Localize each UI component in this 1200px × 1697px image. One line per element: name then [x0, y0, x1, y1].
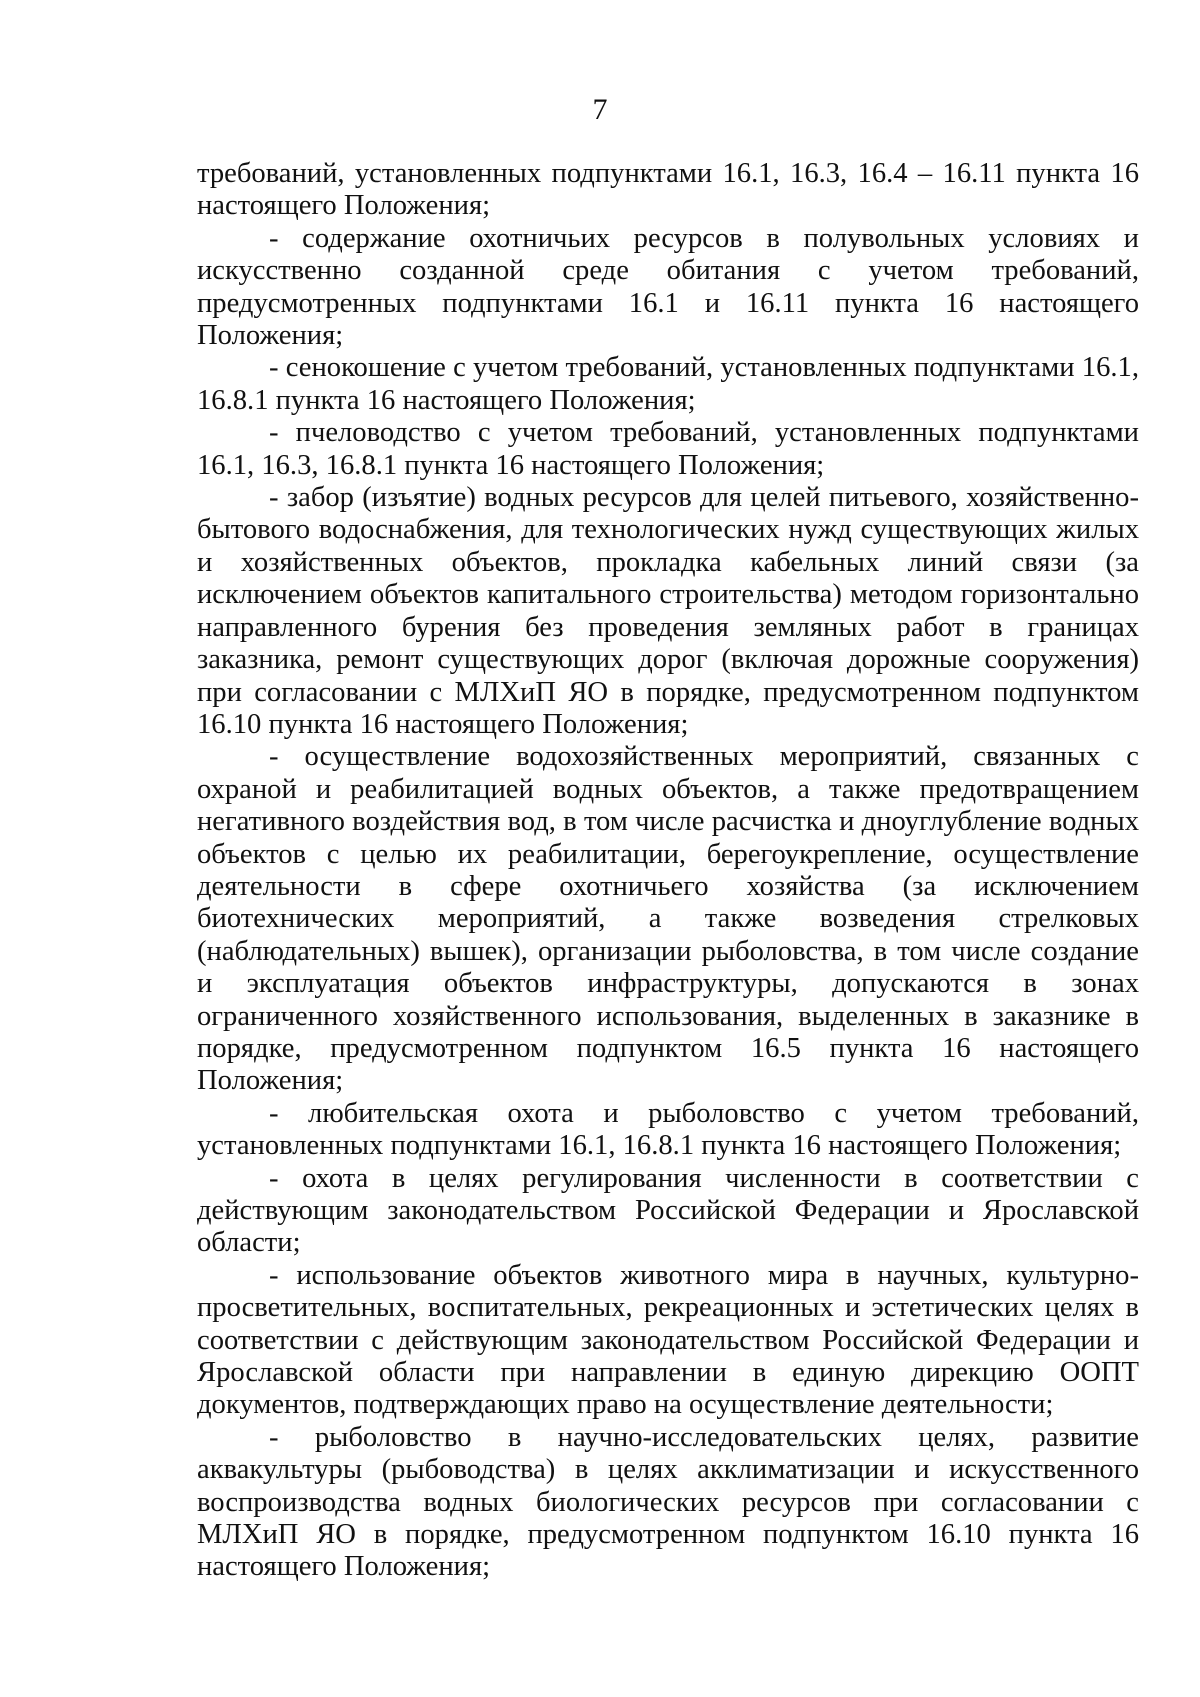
paragraph: - забор (изъятие) водных ресурсов для целей питьевого, хозяйственно-бытового водоснабжения, для технологических нужд существующих жилых и хозяйственных объектов, прокладка кабельных линий связи (за исключением объектов капитального строительства) методом горизонтально направленного бурения без проведения земляных работ в границах заказника, ремонт существующих дорог (включая дорожные сооружения) при согласовании с МЛХиП ЯО в порядке, предусмотренном подпунктом 16.10 пункта 16 настоящего Положения;	[197, 482, 1139, 740]
document-body	[197, 158, 1139, 1584]
paragraph: - любительская охота и рыболовство с учетом требований, установленных подпунктами 16.1, 16.8.1 пункта 16 настоящего Положения;	[197, 1097, 1139, 1162]
paragraph: - осуществление водохозяйственных мероприятий, связанных с охраной и реабилитацией водных объектов, а также предотвращением негативного воздействия вод, в том числе расчистка и дноуглубление водных объектов с целью их реабилитации, берегоукрепление, осуществление деятельности в сфере охотничьего хозяйства (за исключением биотехнических мероприятий, а также возведения стрелковых (наблюдательных) вышек), организации рыболовства, в том числе создание и эксплуатация объектов инфраструктуры, допускаются в зонах ограниченного хозяйственного использования, выделенных в заказнике в порядке, предусмотренном подпунктом 16.5 пункта 16 настоящего Положения;	[197, 741, 1139, 1097]
paragraph: - рыболовство в научно-исследовательских целях, развитие аквакультуры (рыбоводства) в целях акклиматизации и искусственного воспроизводства водных биологических ресурсов при согласовании с МЛХиП ЯО в порядке, предусмотренном подпунктом 16.10 пункта 16 настоящего Положения;	[197, 1421, 1139, 1583]
paragraph: - пчеловодство с учетом требований, установленных подпунктами 16.1, 16.3, 16.8.1 пункта 16 настоящего Положения;	[197, 417, 1139, 481]
paragraph: - сенокошение с учетом требований, установленных подпунктами 16.1, 16.8.1 пункта 16 настоящего Положения;	[197, 352, 1139, 416]
paragraph: требований, установленных подпунктами 16.1, 16.3, 16.4 – 16.11 пункта 16 настоящего Положения;	[197, 158, 1139, 222]
paragraph: - охота в целях регулирования численности в соответствии с действующим законодательством Российской Федерации и Ярославской области;	[197, 1162, 1139, 1259]
paragraph: - использование объектов животного мира в научных, культурно-просветительных, воспитательных, рекреационных и эстетических целях в соответствии с действующим законодательством Российской Федерации и Ярославской области при направлении в единую дирекцию ООПТ документов, подтверждающих право на осуществление деятельности;	[197, 1259, 1139, 1421]
page-number: 7	[592, 93, 608, 126]
paragraph: - содержание охотничьих ресурсов в полувольных условиях и искусственно созданной среде обитания с учетом требований, предусмотренных подпунктами 16.1 и 16.11 пункта 16 настоящего Положения;	[197, 222, 1139, 352]
